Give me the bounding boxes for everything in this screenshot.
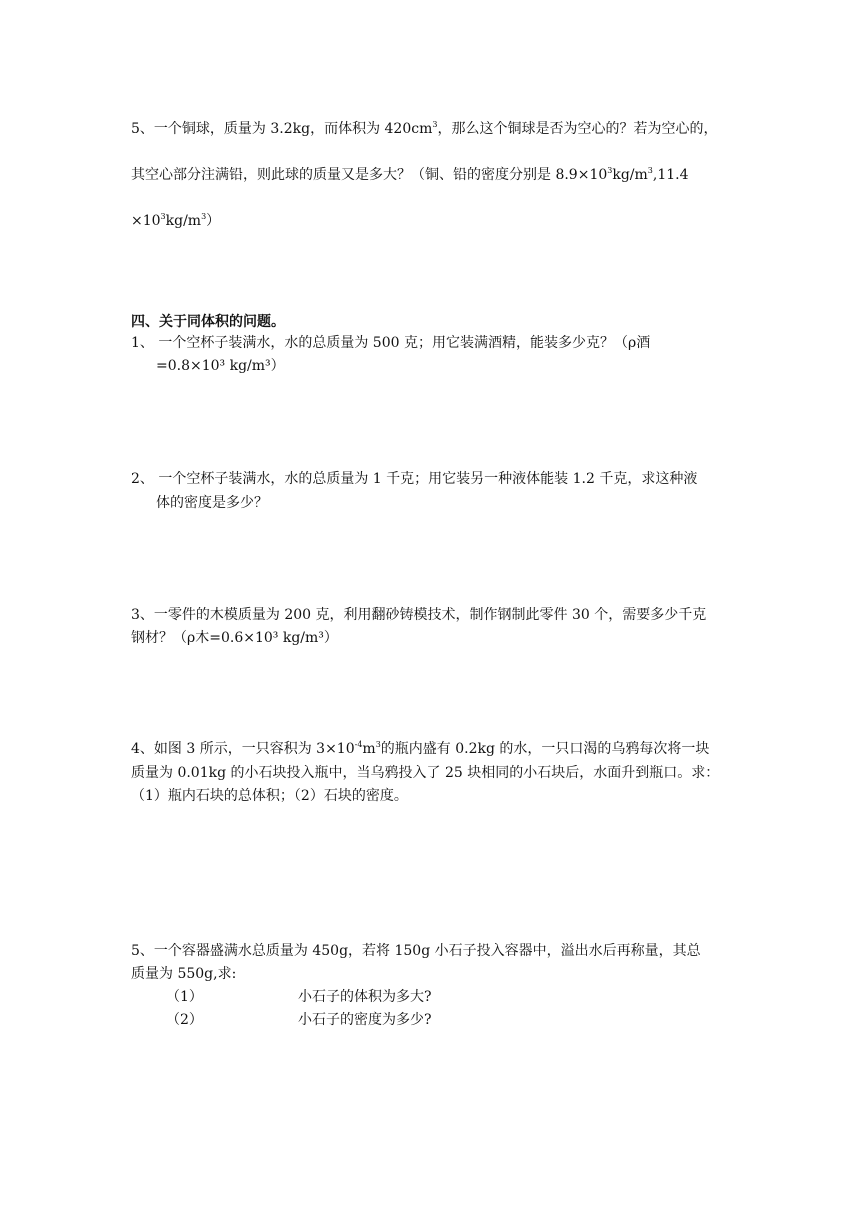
q5a-line-2 <box>131 166 689 186</box>
q5a-text: ） <box>206 213 221 229</box>
q5a-text: ×10 <box>131 213 161 229</box>
q5a-text: kg/m <box>165 213 202 229</box>
subquestion-1-text: 小石子的体积为多大? <box>298 989 432 1005</box>
problem-5-line-2: 质量为 550g,求: <box>131 966 237 982</box>
problem-4-text: 的瓶内盛有 0.2kg 的水，一只口渴的乌鸦每次将一块 <box>380 741 710 757</box>
superscript: 3 <box>201 212 207 221</box>
superscript: 3 <box>375 740 381 749</box>
problem-4-text: 4、如图 3 所示，一只容积为 3×10 <box>131 741 355 757</box>
subquestion-2-number: （2） <box>166 1012 203 1028</box>
superscript: 3 <box>432 120 438 129</box>
problem-4-line-1 <box>131 740 709 760</box>
problem-1-line-2: =0.8×10³ kg/m³） <box>156 358 285 374</box>
q5a-text: kg/m <box>612 167 648 183</box>
superscript: -4 <box>354 740 363 749</box>
q5a-line-1 <box>131 120 717 140</box>
problem-2-line-1: 2、 一个空杯子装满水，水的总质量为 1 千克；用它装另一种液体能装 1.2 千克，求这种液 <box>131 471 698 487</box>
subquestion-1-number: （1） <box>166 989 203 1005</box>
q5a-line-3 <box>131 212 220 232</box>
q5a-text: 其空心部分注满铅，则此球的质量又是多大？（铜、铅的密度分别是 8.9×10 <box>131 167 608 183</box>
section-heading: 四、关于同体积的问题。 <box>131 314 285 330</box>
subquestion-2-text: 小石子的密度为多少? <box>298 1012 432 1028</box>
problem-4-line-2: 质量为 0.01kg 的小石块投入瓶中，当乌鸦投入了 25 块相同的小石块后，水面升到瓶口。求： <box>131 765 720 781</box>
q5a-text: ，那么这个铜球是否为空心的？若为空心的， <box>437 121 718 137</box>
superscript: 3 <box>647 166 653 175</box>
problem-4-text: m <box>362 741 376 757</box>
problem-5-line-1: 5、一个容器盛满水总质量为 450g，若将 150g 小石子投入容器中，溢出水后再称量，其总 <box>131 943 701 959</box>
problem-3-line-2: 钢材？（ρ木=0.6×10³ kg/m³） <box>131 630 338 646</box>
q5a-text: ,11.4 <box>652 167 689 183</box>
superscript: 3 <box>607 166 613 175</box>
superscript: 3 <box>160 212 166 221</box>
problem-1-line-1: 1、 一个空杯子装满水，水的总质量为 500 克；用它装满酒精，能装多少克？（ρ酒 <box>131 335 651 351</box>
problem-2-line-2: 体的密度是多少？ <box>156 495 268 511</box>
problem-4-line-3: （1）瓶内石块的总体积；（2）石块的密度。 <box>131 788 408 804</box>
problem-3-line-1: 3、一零件的木模质量为 200 克，利用翻砂铸模技术，制作钢制此零件 30 个，需要多少千克 <box>131 607 707 623</box>
q5a-text: 5、一个铜球，质量为 3.2kg，而体积为 420cm <box>131 121 433 137</box>
